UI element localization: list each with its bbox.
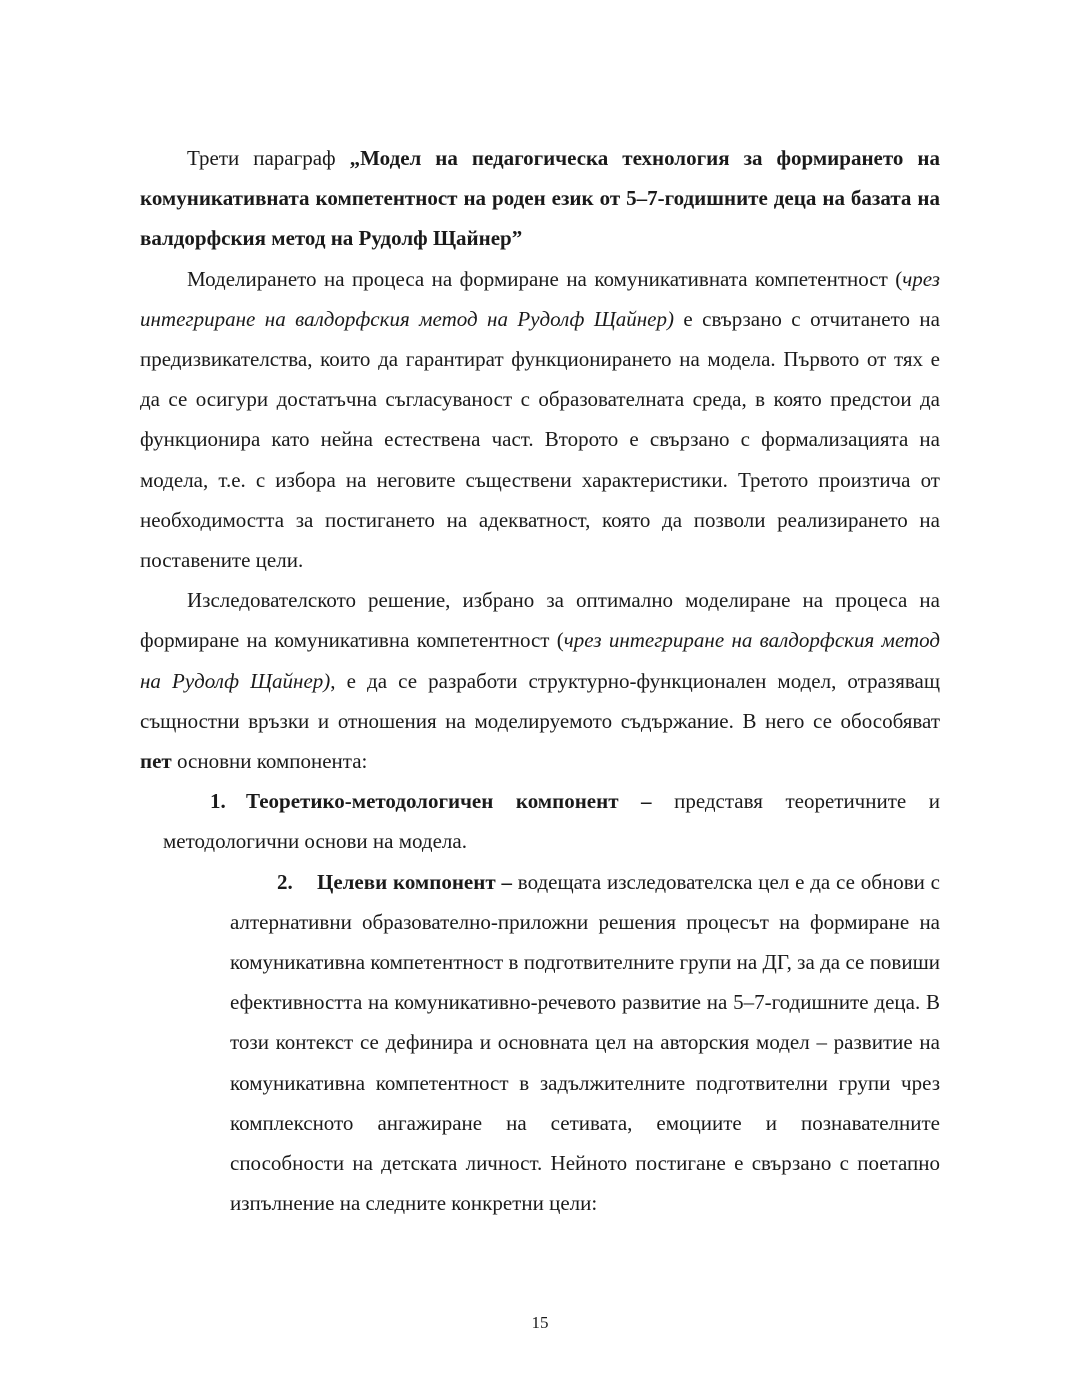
paragraph-text: , е да се разработи структурно-функционален модел, отразяващ същностни връзки и отношения на моделируемото съдържание. В него се обособяват xyxy=(140,668,940,733)
paragraph-lead: Трети параграф xyxy=(187,146,350,170)
paragraph-text: основни компонента: xyxy=(171,749,368,774)
paragraph-italic: чрез интегриране на валдорфския метод на Рудолф Щайнер) xyxy=(140,628,940,693)
paragraph-italic: чрез интегриране на валдорфския метод на Рудолф Щайнер) xyxy=(140,266,940,331)
paragraph-text: Изследователското решение, избрано за оптимално моделиране на процеса на формиране на комуникативна компетентност ( xyxy=(140,588,940,653)
paragraph-text: е свързано с отчитането на предизвикателства, които да гарантират функционирането на модела. Първото от тях е да се осигури достатъчна съгласуваност с образователната среда, в която предстои да функционира като нейна естествена част. Второто е свързано с формализацията на модела, т.е. с избора на неговите съществени характеристики. Третото произтича от необходимостта за постигането на адекватност, която да позволи реализирането на поставените цели. xyxy=(140,306,940,573)
list-number: 2. xyxy=(277,869,293,894)
paragraph-modeling xyxy=(140,259,940,581)
list-number: 1. xyxy=(210,789,226,814)
list-text: водещата изследователска цел е да се обнови с алтернативни образователно-приложни решения процесът на формиране на комуникативна компетентност в подготвителните групи на ДГ, за да се повиши ефективността на комуникативно-речевото развитие на 5–7-годишните деца. В този контекст се дефинира и основната цел на авторския модел – развитие на комуникативна компетентност в задължителните подготвителни групи чрез комплексното ангажиране на сетивата, емоциите и познавателните способности на детската личност. Нейното постигане е свързано с поетапно изпълнение на следните конкретни цели: xyxy=(230,869,940,1216)
paragraph-research-decision xyxy=(140,580,940,781)
page-number: 15 xyxy=(531,1313,549,1332)
list-item xyxy=(230,862,940,1224)
paragraph-heading xyxy=(140,138,940,259)
body-text xyxy=(140,138,940,1223)
list-item xyxy=(163,781,940,861)
paragraph-text: Моделирането на процеса на формиране на комуникативната компетентност ( xyxy=(187,266,903,291)
list-term: Целеви компонент – xyxy=(317,869,512,894)
paragraph-bold: пет xyxy=(140,749,172,774)
list-text: представя теоретичните и методологични основи на модела. xyxy=(163,789,940,854)
section-title: „Модел на педагогическа технология за формирането на комуникативната компетентност на роден език от 5–7-годишните деца на базата на валдорфския метод на Рудолф Щайнер” xyxy=(140,146,940,251)
list-term: Теоретико-методологичен компонент – xyxy=(246,789,652,814)
